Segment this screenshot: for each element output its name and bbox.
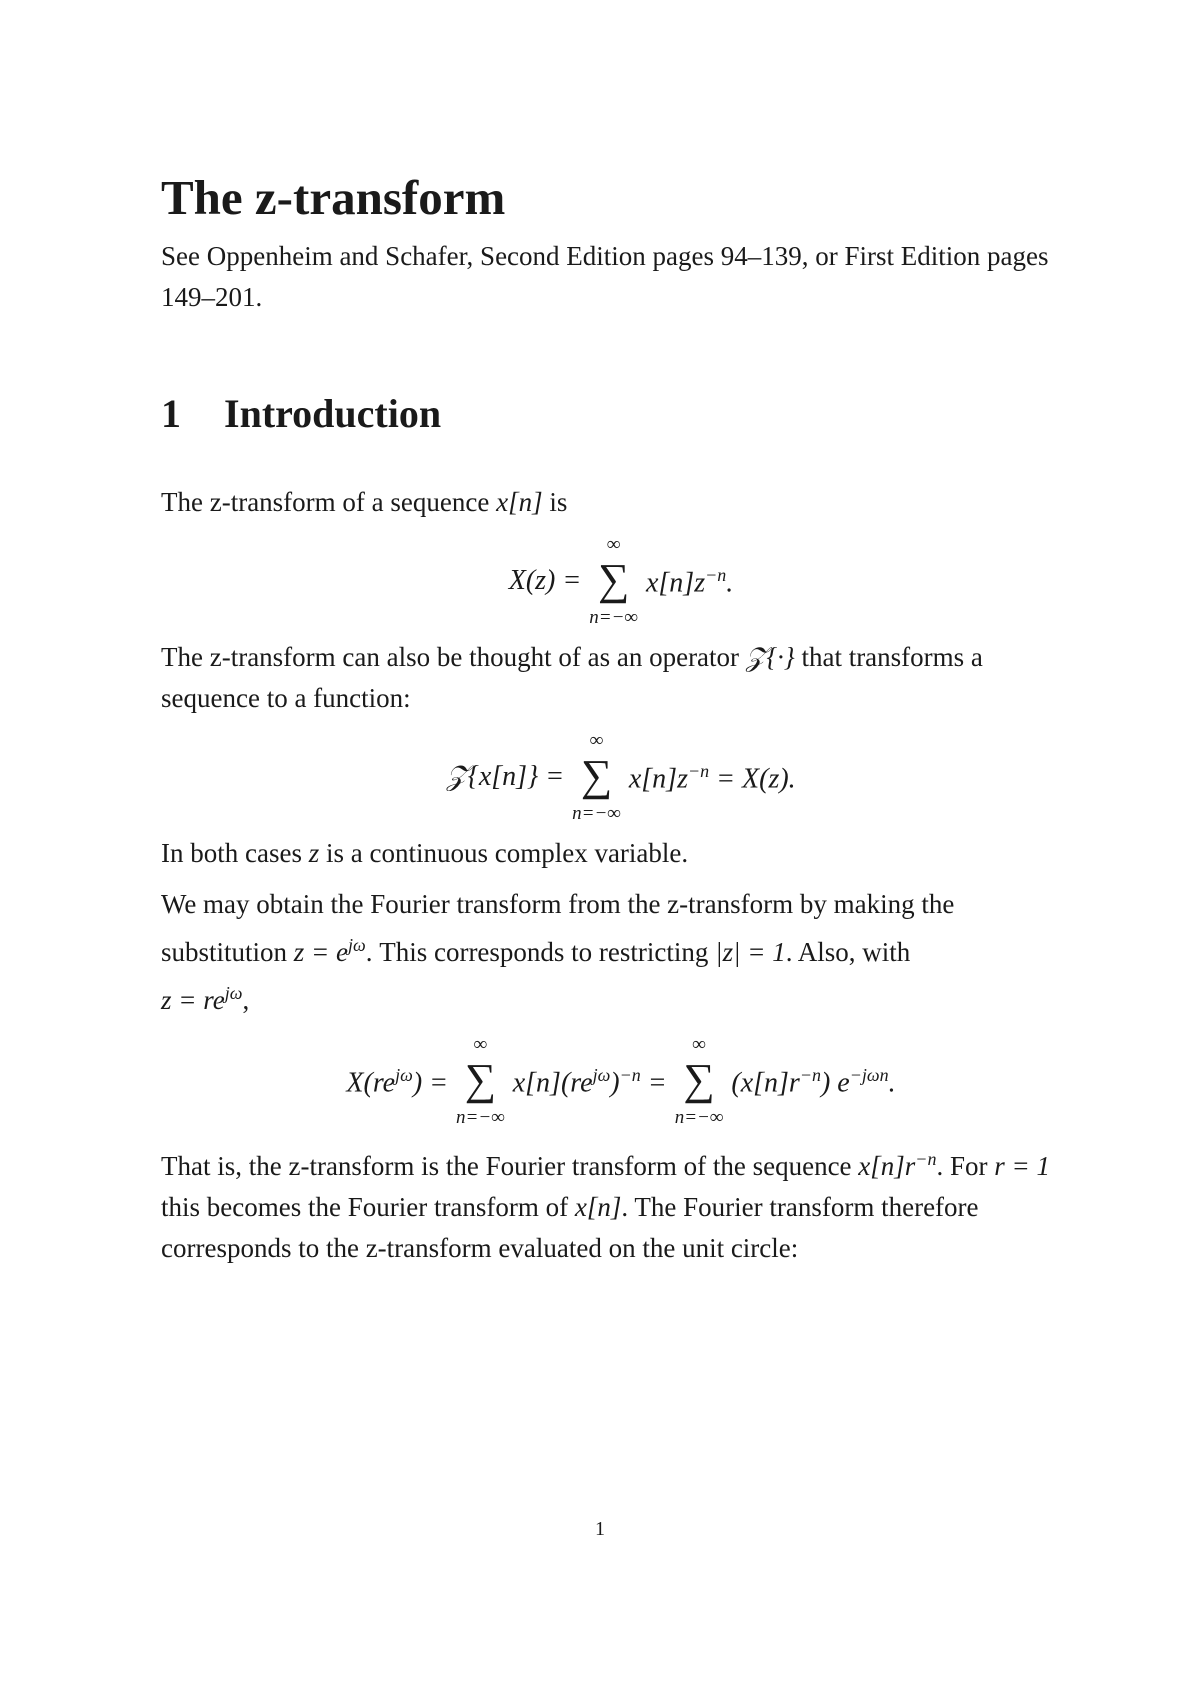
math-inline: x[n] [496, 487, 543, 518]
sum-symbol: ∑ [597, 555, 630, 605]
math-inline: z [308, 838, 320, 869]
text: . Also, with [785, 937, 911, 968]
sum-lower-limit: n=−∞ [674, 1107, 724, 1129]
summation [589, 535, 638, 627]
page-content [161, 170, 1081, 1269]
text: We may obtain the Fourier transform from the z-transform by making the substitution [161, 889, 955, 968]
math-inline: $z = re^{j\omega}$ [161, 983, 243, 1016]
paragraph-operator [161, 637, 1081, 719]
reference-note: See Oppenheim and Schafer, Second Edition pages 94–139, or First Edition pages 149–201. [161, 241, 1049, 313]
equation-term: $(x[n]r^{-n})$ $e^{-j\omega n}$. [731, 1064, 896, 1098]
sum-lower-limit: n=−∞ [589, 607, 638, 629]
sum-upper-limit: ∞ [589, 730, 604, 752]
equation-term: $x[n]z^{-n}$. [645, 564, 734, 598]
equation-2 [161, 731, 1081, 823]
paragraph-complex-variable [161, 833, 1081, 874]
equation-term: $x[n](re^{j\omega})^{-n}$ = [512, 1064, 667, 1098]
equation-lhs: $X(re^{j\omega})$ = [346, 1064, 449, 1098]
document-title: The z-transform [161, 170, 506, 225]
equation-lhs: X(z) = [508, 565, 582, 597]
text: that transforms a sequence to a function: [161, 642, 983, 714]
section-heading [161, 390, 1081, 438]
summation [572, 731, 621, 823]
text: . For [936, 1151, 988, 1182]
paragraph-fourier-substitution [161, 884, 1081, 1021]
paragraph-definition [161, 482, 1081, 523]
math-inline: $x[n]r^{-n}$ [858, 1149, 937, 1182]
sum-symbol: ∑ [683, 1055, 715, 1105]
text: That is, the z-transform is the Fourier transform of the sequence [161, 1151, 852, 1182]
equation-lhs: 𝒵{x[n]} = [446, 761, 565, 793]
equation-3 [161, 1033, 1081, 1129]
math-inline: r = 1 [994, 1151, 1050, 1182]
sum-symbol: ∑ [580, 751, 613, 801]
text: The z-transform can also be thought of as an operator [161, 642, 740, 673]
sum-upper-limit: ∞ [692, 1034, 706, 1056]
summation [675, 1035, 724, 1127]
page-number: 1 [595, 1518, 605, 1540]
text: In both cases [161, 838, 302, 869]
sum-upper-limit: ∞ [473, 1034, 488, 1056]
text: is [549, 487, 568, 518]
math-inline: 𝒵{·} [745, 642, 795, 673]
equation-1 [161, 535, 1081, 627]
summation [456, 1035, 505, 1127]
sum-lower-limit: n=−∞ [456, 1107, 505, 1129]
text: . The Fourier transform therefore corresponds to the z-transform evaluated on the unit circle: [161, 1192, 979, 1264]
text: The z-transform of a sequence [161, 487, 490, 518]
equation-term: $x[n]z^{-n} = X(z)$. [628, 760, 796, 794]
paragraph-unit-circle [161, 1139, 1081, 1269]
section-title: Introduction [224, 391, 442, 437]
sum-upper-limit: ∞ [606, 534, 621, 556]
sum-symbol: ∑ [464, 1055, 497, 1105]
text: is a continuous complex variable. [325, 838, 689, 869]
text: this becomes the Fourier transform of [161, 1192, 569, 1223]
math-inline: $z = e^{j\omega}$ [293, 935, 366, 968]
text: . This corresponds to restricting [365, 937, 709, 968]
section-number: 1 [161, 391, 181, 437]
text: , [242, 985, 250, 1016]
math-inline: |z| = 1 [715, 937, 786, 968]
sum-lower-limit: n=−∞ [572, 803, 621, 825]
math-inline: x[n] [574, 1192, 622, 1223]
